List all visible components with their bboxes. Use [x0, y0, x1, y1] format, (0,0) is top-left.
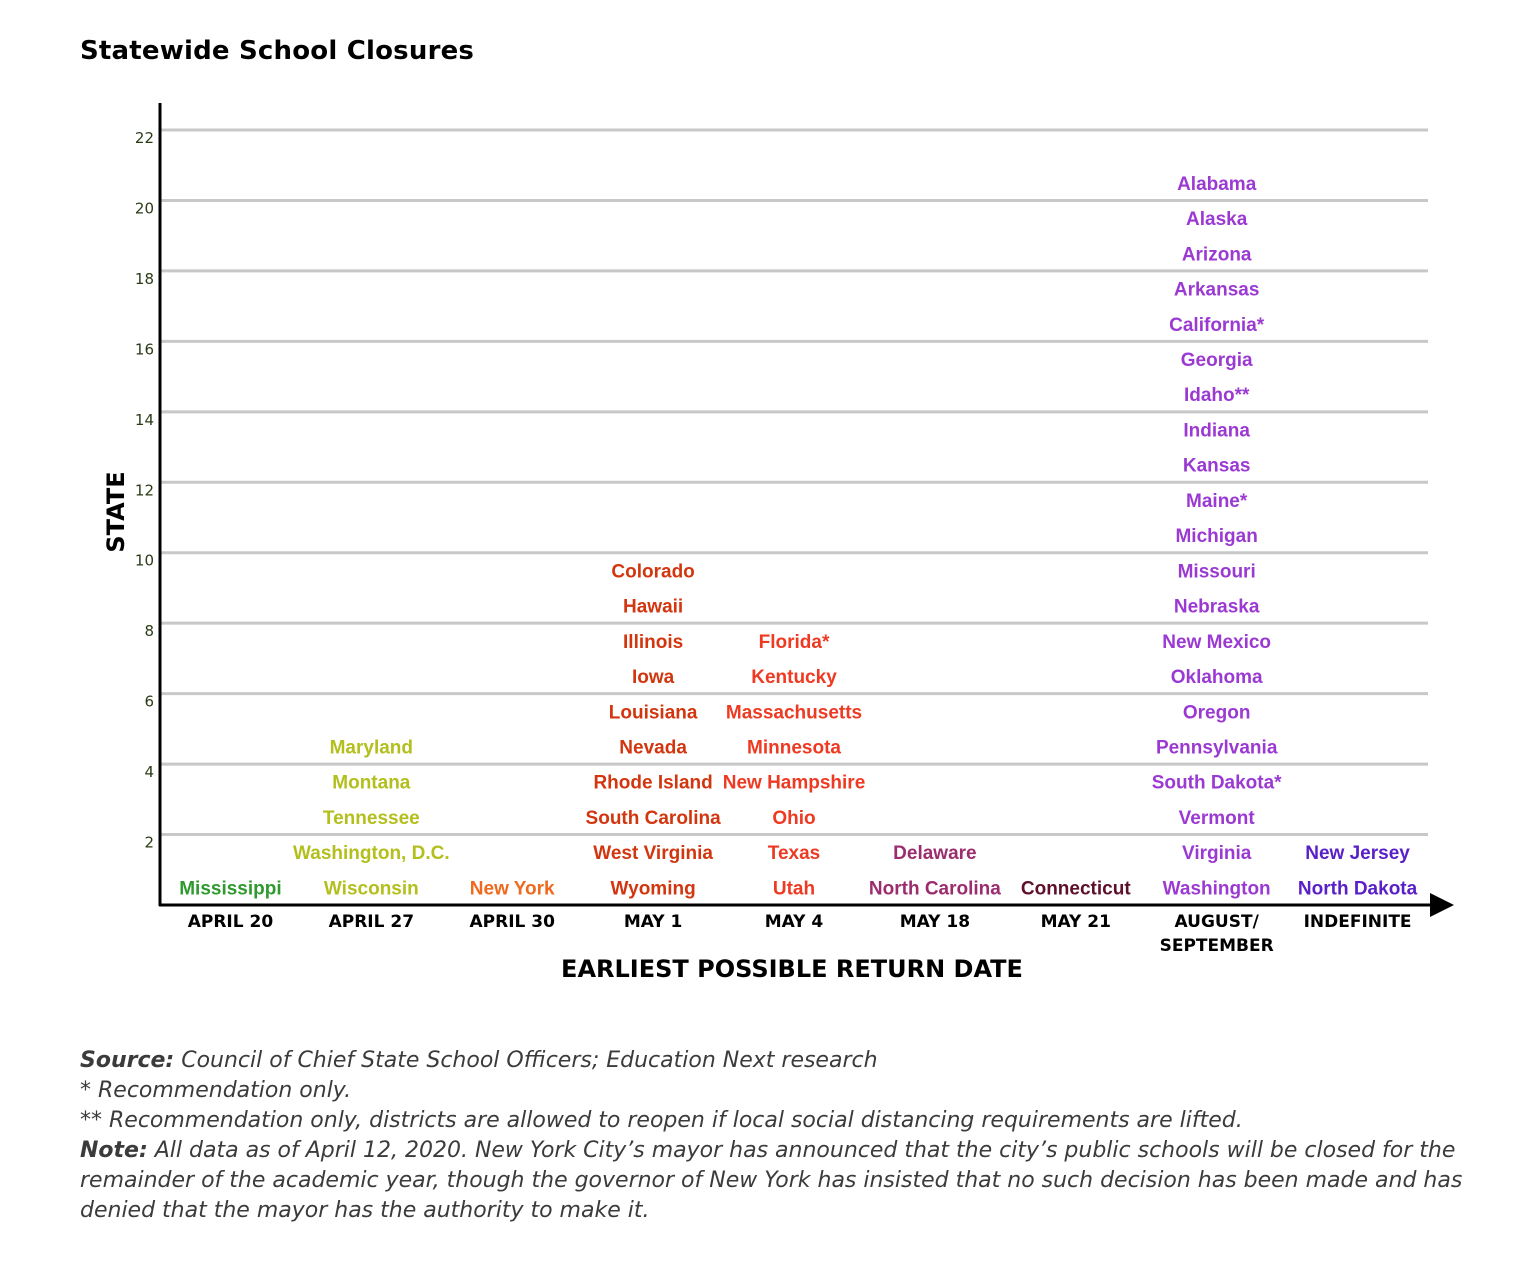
- state-label: Kansas: [1182, 455, 1251, 477]
- x-axis-title: EARLIEST POSSIBLE RETURN DATE: [561, 955, 1023, 983]
- state-label: Wisconsin: [323, 878, 419, 900]
- state-labels: [179, 174, 1417, 900]
- state-label: Vermont: [1178, 807, 1255, 829]
- note-paragraph: [80, 1136, 1500, 1226]
- x-category-label: MAY 18: [899, 912, 971, 932]
- state-label: South Dakota*: [1151, 772, 1282, 794]
- chart-title: Statewide School Closures: [80, 36, 475, 66]
- state-label: Washington, D.C.: [293, 843, 450, 865]
- state-label: Minnesota: [747, 737, 841, 759]
- state-label: Arkansas: [1173, 279, 1260, 301]
- state-label: Wyoming: [610, 878, 696, 900]
- state-label: Utah: [772, 878, 816, 900]
- state-label: Hawaii: [623, 596, 684, 618]
- state-label: Tennessee: [322, 807, 420, 829]
- state-label: Texas: [767, 843, 821, 865]
- source-line: [80, 1046, 1500, 1076]
- x-category-label: MAY 4: [764, 912, 824, 932]
- state-label: Nevada: [619, 737, 687, 759]
- x-axis-arrow: [1430, 893, 1454, 917]
- state-label: Alabama: [1177, 173, 1257, 195]
- footnote-single-asterisk: * Recommendation only.: [80, 1078, 352, 1103]
- note-label: Note:: [80, 1138, 148, 1163]
- state-label: Georgia: [1180, 349, 1253, 371]
- state-label: Maine*: [1186, 490, 1248, 512]
- state-label: Florida*: [758, 631, 830, 653]
- state-label: Kentucky: [751, 667, 837, 689]
- y-tick-label: 8: [144, 622, 154, 641]
- state-label: North Carolina: [868, 878, 1001, 900]
- state-label: Oregon: [1182, 702, 1251, 724]
- x-category-label: APRIL 20: [187, 912, 274, 932]
- y-tick-label: 6: [144, 692, 154, 711]
- y-axis-title: STATE: [102, 471, 130, 553]
- state-label: Michigan: [1175, 526, 1258, 548]
- state-label: Illinois: [623, 631, 684, 653]
- state-label: South Carolina: [585, 807, 721, 829]
- y-tick-label: 18: [134, 269, 154, 288]
- state-label: Colorado: [611, 561, 695, 583]
- y-tick-label: 4: [144, 763, 154, 782]
- y-tick-label: 2: [144, 833, 154, 852]
- y-tick-label: 12: [134, 481, 154, 500]
- y-axis-ticks: [135, 129, 154, 852]
- state-label: Nebraska: [1173, 596, 1260, 618]
- y-tick-label: 22: [134, 129, 154, 147]
- state-label: Montana: [332, 772, 411, 794]
- y-tick-label: 16: [134, 340, 154, 359]
- state-label: Indiana: [1183, 420, 1250, 442]
- x-category-label: MAY 1: [623, 912, 683, 932]
- state-label: Iowa: [631, 667, 675, 689]
- grid-lines: [160, 130, 1428, 835]
- state-label: Missouri: [1177, 561, 1256, 583]
- source-label: Source:: [80, 1048, 175, 1073]
- x-category-label: INDEFINITE: [1303, 912, 1412, 932]
- state-label: Maryland: [329, 737, 414, 759]
- state-label: Virginia: [1181, 843, 1252, 865]
- x-category-label: AUGUST/: [1174, 912, 1259, 932]
- x-category-label: SEPTEMBER: [1159, 936, 1274, 956]
- source-text: Council of Chief State School Officers; Education Next research: [174, 1048, 878, 1073]
- x-axis-category-labels: [188, 912, 1412, 956]
- state-label: Louisiana: [608, 702, 698, 724]
- state-label: Massachusetts: [725, 702, 863, 724]
- axes: [159, 103, 1454, 917]
- state-label: New Hampshire: [722, 772, 866, 794]
- state-label: Connecticut: [1020, 878, 1131, 900]
- state-label: Oklahoma: [1170, 667, 1263, 689]
- state-label: Pennsylvania: [1155, 737, 1278, 759]
- y-tick-label: 10: [134, 551, 154, 570]
- state-label: Idaho**: [1183, 385, 1250, 407]
- state-label: New Jersey: [1305, 843, 1410, 865]
- state-label: New York: [469, 878, 555, 900]
- footnote-double-asterisk: ** Recommendation only, districts are allowed to reopen if local social distancing requirements are lifted.: [80, 1108, 1243, 1133]
- chart-notes: [80, 1046, 1500, 1226]
- state-label: Arizona: [1181, 244, 1252, 266]
- x-category-label: APRIL 27: [328, 912, 415, 932]
- state-label: Alaska: [1186, 209, 1248, 231]
- state-label: Ohio: [772, 807, 816, 829]
- state-label: California*: [1169, 314, 1265, 336]
- state-label: Mississippi: [179, 878, 282, 900]
- state-label: Delaware: [893, 843, 977, 865]
- x-category-label: APRIL 30: [469, 912, 555, 932]
- state-label: Washington: [1162, 878, 1271, 900]
- state-label: New Mexico: [1162, 631, 1272, 653]
- state-label: West Virginia: [593, 843, 713, 865]
- y-tick-label: 14: [134, 410, 154, 429]
- state-label: North Dakota: [1297, 878, 1418, 900]
- note-text: All data as of April 12, 2020. New York City’s mayor has announced that the city’s public schools will be closed for the remainder of the academic year, though the governor of New York has insisted that no such decision has been made and has denied that the mayor has the authority to make it.: [80, 1138, 1463, 1223]
- state-label: Rhode Island: [593, 772, 713, 794]
- y-tick-label: 20: [134, 199, 154, 218]
- x-category-label: MAY 21: [1040, 912, 1111, 932]
